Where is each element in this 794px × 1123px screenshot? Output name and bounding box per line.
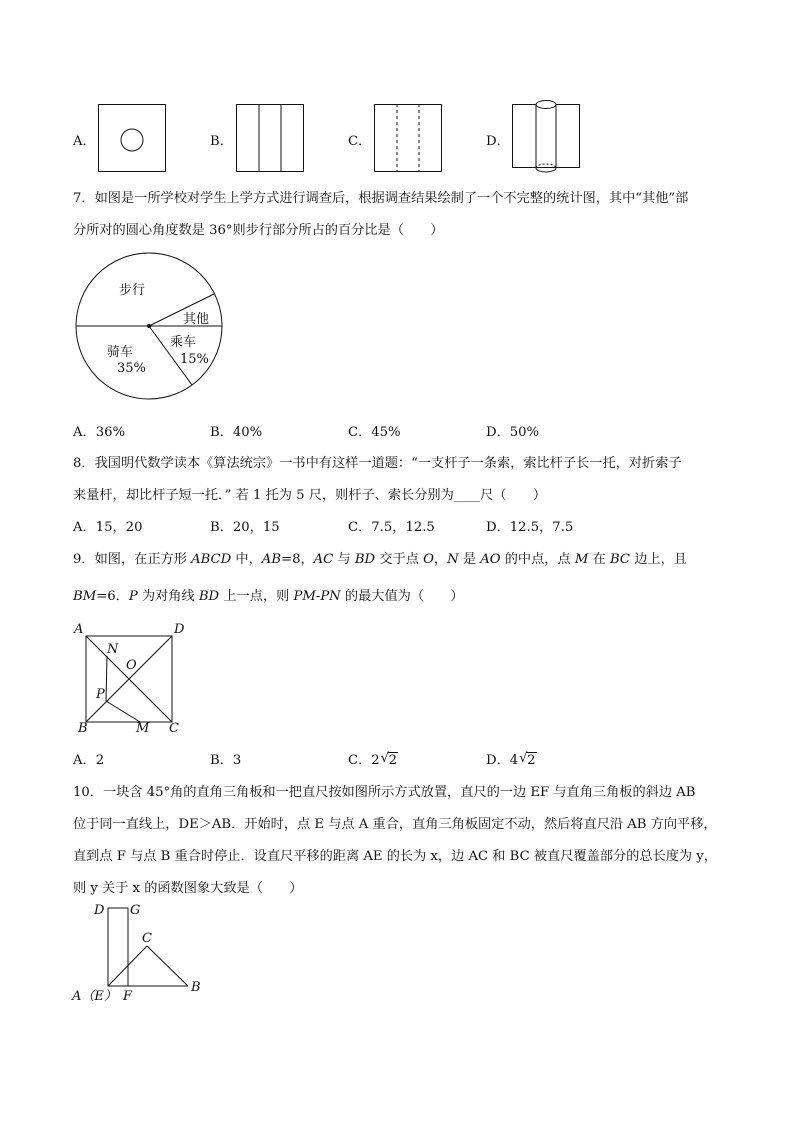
q7-text-line-2: 分所对的圆心角度数是 36°则步行部分所占的百分比是（ ） [73, 223, 444, 238]
label-p: P [96, 687, 105, 702]
label-b: B [78, 721, 88, 736]
q10-text-line-4: 则 y 关于 x 的函数图象大致是（ ） [73, 881, 303, 896]
q6-option-b-figure[interactable] [236, 104, 304, 172]
sqrt-sign: √ 2 [519, 751, 536, 768]
label-g: G [130, 903, 141, 918]
q7-text-line-1: 7．如图是一所学校对学生上学方式进行调查后，根据调查结果绘制了一个不完整的统计图，其中“其他”部 [73, 191, 689, 206]
triangle-cb [147, 946, 188, 986]
pie-label-bus: 乘车 [170, 335, 197, 350]
q9-text-line-2: BM=6．P 为对角线 BD 上一点，则 PM-PN 的最大值为（ ） [73, 589, 464, 604]
label-o: O [126, 658, 137, 673]
label-b: B [191, 980, 201, 995]
q8-option-d[interactable]: D．12.5，7.5 [486, 520, 574, 535]
label-a-e: A（E） [72, 989, 117, 1004]
q6-option-a-figure[interactable] [98, 104, 166, 172]
pie-label-bike-pct: 35% [117, 361, 146, 376]
pie-label-walk: 步行 [119, 283, 146, 298]
q9-option-c[interactable]: C．2 √ 2 [348, 751, 398, 768]
label-d: D [94, 903, 105, 918]
q8-option-b[interactable]: B．20，15 [210, 520, 280, 535]
q7-option-d[interactable]: D．50% [486, 425, 540, 440]
q9-option-d[interactable]: D．4 √ 2 [486, 751, 536, 768]
q6-option-d-figure[interactable] [512, 100, 580, 174]
q10-ruler-triangle-figure [70, 900, 210, 1005]
sqrt-sign: √ 2 [380, 751, 398, 768]
label-m: M [136, 721, 150, 736]
q9-option-b[interactable]: B．3 [210, 753, 242, 768]
q6-option-c-figure[interactable] [374, 104, 442, 172]
label-a: A [74, 622, 84, 637]
label-c: C [169, 721, 179, 736]
pie-label-bus-pct: 15% [180, 352, 209, 367]
label-d: D [174, 622, 185, 637]
q7-pie-chart [76, 252, 226, 404]
q7-option-b[interactable]: B．40% [210, 425, 263, 440]
q6-option-a-letter[interactable]: A． [73, 134, 96, 149]
q10-text-line-1: 10．一块含 45°角的直角三角板和一把直尺按如图所示方式放置，直尺的一边 EF 与直角三角板的斜边 AB [73, 785, 696, 800]
pie-label-bike: 骑车 [107, 345, 134, 360]
ruler-defg [108, 908, 128, 986]
q8-option-a[interactable]: A．15，20 [73, 520, 143, 535]
pie-center-dot [147, 324, 151, 328]
label-f: F [123, 989, 133, 1004]
label-c: C [142, 931, 152, 946]
segment-pn [106, 656, 107, 701]
q6-option-b-letter[interactable]: B． [210, 134, 233, 149]
label-n: N [107, 642, 119, 657]
q8-text-line-2: 来量杆，却比杆子短一托．” 若 1 托为 5 尺，则杆子、索长分别为____尺（ ） [73, 488, 547, 503]
q6-option-d-letter[interactable]: D． [486, 134, 510, 149]
segment-pm [106, 701, 140, 722]
pie-label-other: 其他 [183, 312, 210, 327]
q7-option-a[interactable]: A．36% [73, 425, 126, 440]
q6-option-c-letter[interactable]: C． [348, 134, 372, 149]
q9-option-a[interactable]: A．2 [73, 753, 105, 768]
q8-option-c[interactable]: C．7.5，12.5 [348, 520, 435, 535]
q10-text-line-2: 位于同一直线上，DE＞AB．开始时，点 E 与点 A 重合，直角三角板固定不动，然后将直尺沿 AB 方向平移， [73, 817, 717, 832]
q10-text-line-3: 直到点 F 与点 B 重合时停止．设直尺平移的距离 AE 的长为 x，边 AC 和 BC 被直尺覆盖部分的总长度为 y， [73, 849, 717, 864]
q8-text-line-1: 8．我国明代数学读本《算法统宗》一书中有这样一道题：“一支杆子一条索，索比杆子长一托，对折索子 [73, 456, 682, 471]
q7-option-c[interactable]: C．45% [348, 425, 401, 440]
q9-text-line-1: 9．如图，在正方形 ABCD 中，AB=8，AC 与 BD 交于点 O，N 是 AO 的中点，点 M 在 BC 边上，且 [73, 552, 687, 567]
q9-square-figure [72, 620, 187, 738]
